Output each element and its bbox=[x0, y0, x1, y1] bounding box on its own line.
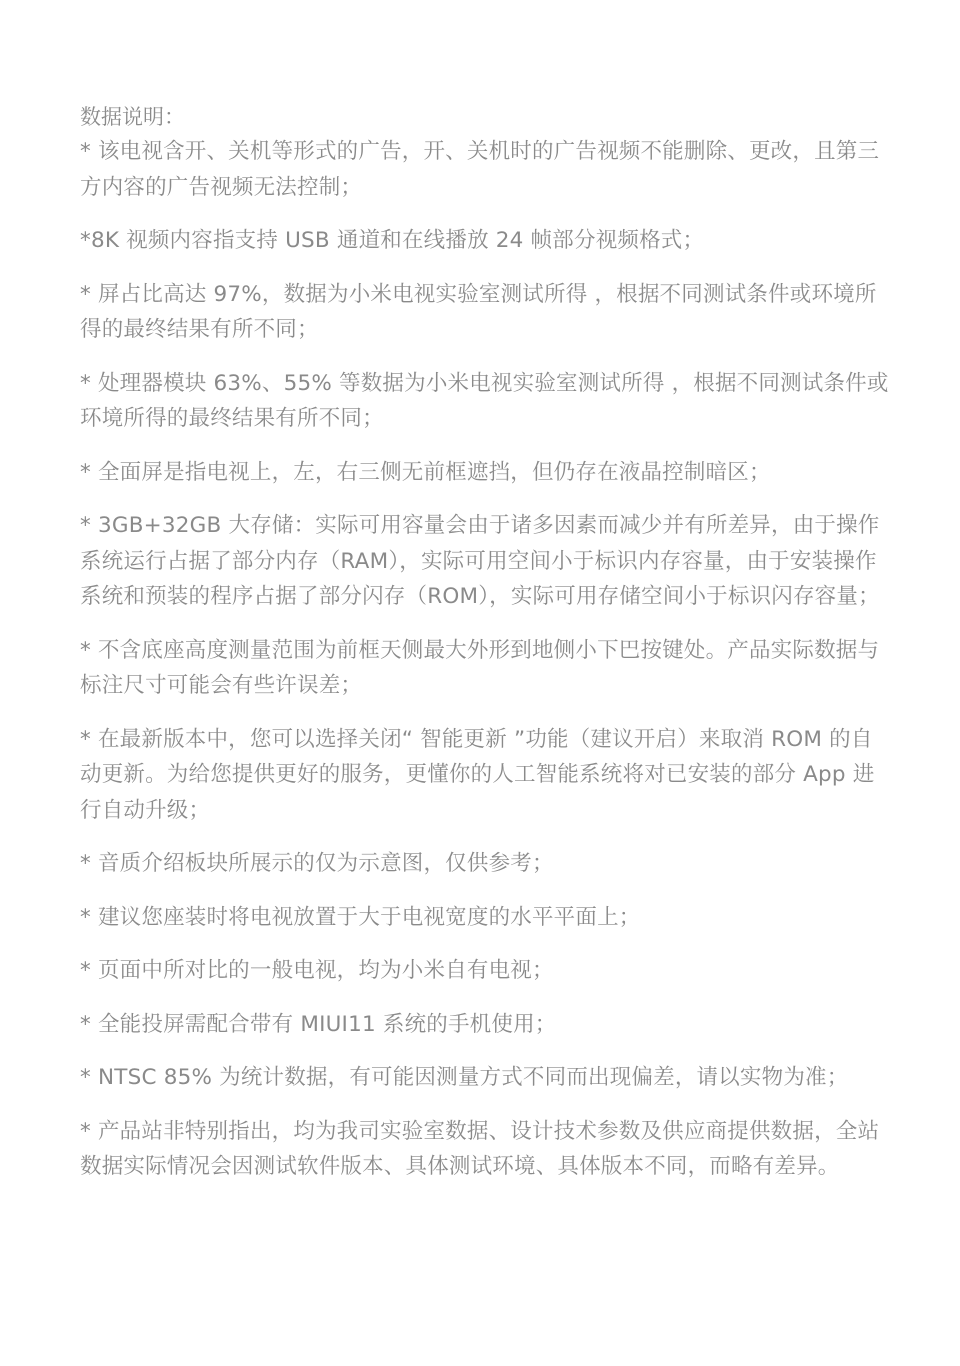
note-smart-update: * 在最新版本中，您可以选择关闭“ 智能更新 ”功能（建议开启）来取消 ROM 的自动更新。为给您提供更好的服务，更懂你的人工智能系统将对已安装的部分 App 进行自动升级； bbox=[80, 726, 875, 823]
note-mounting: * 建议您座装时将电视放置于大于电视宽度的水平平面上； bbox=[80, 904, 641, 930]
note-dimensions: * 不含底座高度测量范围为前框天侧最大外形到地侧小下巴按键处。产品实际数据与标注尺寸可能会有些许误差； bbox=[80, 637, 880, 698]
note-8k-video: *8K 视频内容指支持 USB 通道和在线播放 24 帧部分视频格式； bbox=[80, 228, 705, 253]
note-audio: * 音质介绍板块所展示的仅为示意图，仅供参考； bbox=[80, 851, 554, 876]
note-storage: * 3GB+32GB 大存储：实际可用容量会由于诸多因素而减少并有所差异，由于操作系统运行占据了部分内存（RAM），实际可用空间小于标识内存容量，由于安装操作系统和预装的程序占据了部分闪存（ROM），实际可用存储空间小于标识闪存容量； bbox=[80, 513, 880, 609]
note-full-screen: * 全面屏是指电视上，左，右三侧无前框遮挡，但仍存在液晶控制暗区； bbox=[80, 459, 771, 485]
note-screen-cast: * 全能投屏需配合带有 MIUI11 系统的手机使用； bbox=[80, 1011, 557, 1037]
note-comparison: * 页面中所对比的一般电视，均为小米自有电视； bbox=[80, 958, 554, 983]
note-data-source: * 产品站非特别指出，均为我司实验室数据、设计技术参数及供应商提供数据，全站数据实际情况会因测试软件版本、具体测试环境、具体版本不同，而略有差异。 bbox=[80, 1118, 880, 1179]
notes-heading: 数据说明： bbox=[80, 105, 185, 129]
note-screen-ratio: * 屏占比高达 97%，数据为小米电视实验室测试所得 ，根据不同测试条件或环境所得的最终结果有所不同； bbox=[80, 281, 877, 342]
note-ad-policy: * 该电视含开、关机等形式的广告，开、关机时的广告视频不能删除、更改，且第三方内容的广告视频无法控制； bbox=[80, 139, 880, 200]
data-notes-section bbox=[80, 100, 890, 1203]
note-processor: * 处理器模块 63%、55% 等数据为小米电视实验室测试所得 ，根据不同测试条件或环境所得的最终结果有所不同； bbox=[80, 370, 889, 431]
note-ntsc: * NTSC 85% 为统计数据，有可能因测量方式不同而出现偏差，请以实物为准； bbox=[80, 1065, 849, 1090]
